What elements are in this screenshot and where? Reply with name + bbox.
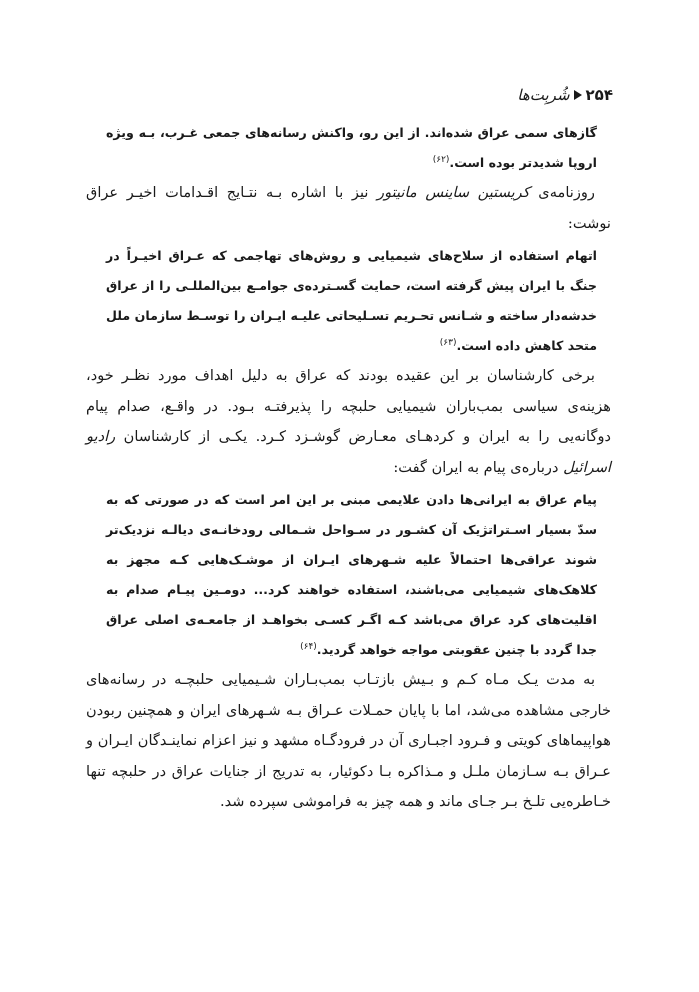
running-title: شُربِت‌ها bbox=[517, 86, 570, 104]
triangle-icon bbox=[574, 90, 582, 100]
footnote-ref-64: (۶۴) bbox=[300, 641, 317, 652]
quote-block-2 bbox=[106, 241, 597, 361]
paragraph-2-text-b: درباره‌ی پیام به ایران گفت: bbox=[393, 458, 564, 476]
paragraph-1-text-a: روزنامه‌ی bbox=[529, 184, 595, 201]
page-header bbox=[517, 86, 613, 104]
quote-1-text: گازهای سمی عراق شده‌اند. از این رو، واکنش رسانه‌های جمعی غـرب، بـه ویژه اروپا شدیدتر بوده است. bbox=[106, 125, 597, 170]
footnote-ref-63: (۶۳) bbox=[439, 337, 457, 348]
page-number: ۲۵۴ bbox=[585, 86, 613, 104]
paragraph-1-text-b: نیز با اشاره بـه نتـایج اقـدامات اخیـر عراق نوشت: bbox=[86, 184, 611, 232]
quote-block-3 bbox=[106, 485, 597, 665]
paragraph-2 bbox=[86, 361, 611, 483]
paragraph-2-text-a: برخی کارشناسان بر این عقیده بودند که عراق به دلیل اهداف مورد نظـر خود، هزینه‌ی سیاسی بمب‌باران شیمیایی حلبچه را پذیرفتـه بـود. در واقـع، صدام پیام دوگانه‌یی را به ایران و کردهـای معـارض گوشـزد کـرد. یکـی از کارشناسان bbox=[86, 367, 611, 445]
footnote-ref-62: (۶۲) bbox=[432, 154, 450, 165]
paragraph-3-text: به مدت یـک مـاه کـم و بـیش بازتـاب بمب‌بـاران شـیمیایی حلبچـه در رسانه‌های خارجی مشاهده می‌شد، اما با پایان حمـلات عـراق بـه شـهرهای ایران و همچنین ربودن هواپیماهای کویتی و فـرود اجبـاری آن در فرودگـاه مشهد و نیز اعزام نماینـدگان ایـران و عـراق بـه سـازمان ملـل و مـذاکره بـا دکوئیار، به تدریج از جنایات عراق در حلبچه تنها خـاطره‌یی تلـخ بـر جـای ماند و همه چیز به فراموشی سپرده شد. bbox=[86, 671, 611, 810]
paragraph-3 bbox=[86, 665, 611, 818]
quote-block-1 bbox=[106, 118, 597, 178]
newspaper-name: کریستین ساینس مانیتور bbox=[377, 184, 530, 201]
paragraph-1 bbox=[86, 178, 611, 239]
quote-3-text: پیام عراق به ایرانی‌ها دادن علایمی مبنی بر این امر است که در صورتی که به سدّ بسیار اسـتراتژیک آن کشـور در سـواحل شـمالی رودخانـه‌ی دیالـه نزدیک‌تر شوند عراقی‌ها احتمالاً علیه شـهرهای ایـران از موشـک‌هایی کـه مجهز به کلاهک‌های شیمیایی می‌باشند، استفاده خواهند کرد... دومـین پیـام صدام به اقلیت‌های کرد عراق می‌باشد کـه اگـر کسـی بخواهـد از جامعـه‌ی اصلی عراق جدا گردد با چنین عقوبتی مواجه خواهد گردید. bbox=[106, 492, 597, 657]
quote-2-text: اتهام استفاده از سلاح‌های شیمیایی و روش‌های تهاجمی که عـراق اخیـراً در جنگ با ایران پیش گرفته است، حمایت گسـترده‌ی جوامـع بین‌المللـی را از عراق خدشه‌دار ساخته و شـانس تحـریم تسـلیحاتی علیـه ایـران را توسـط سازمان ملل متحد کاهش داده است. bbox=[106, 248, 597, 353]
radio-name: رادیو اسرائیل bbox=[86, 428, 611, 476]
page-content bbox=[86, 118, 611, 818]
